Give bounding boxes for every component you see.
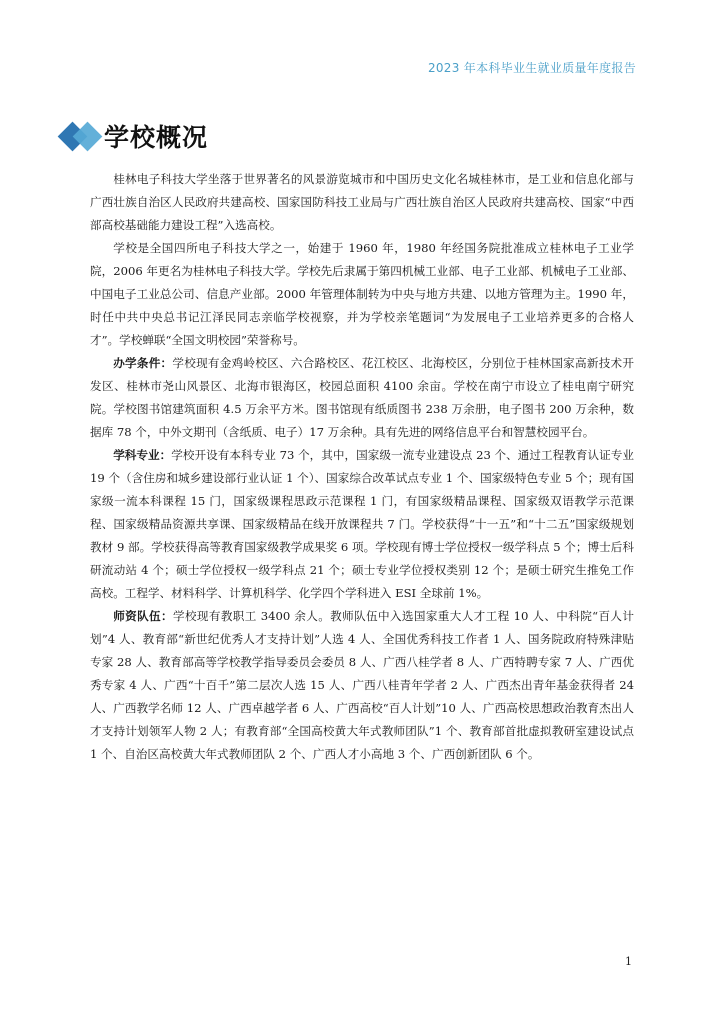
paragraph-conditions bbox=[90, 352, 634, 444]
paragraph-conditions-label: 办学条件： bbox=[113, 356, 173, 370]
page-number: 1 bbox=[625, 955, 632, 968]
paragraph-faculty-text: 学校现有教职工 3400 余人。教师队伍中入选国家重大人才工程 10 人、中科院“百人计划”4 人、教育部“新世纪优秀人才支持计划”人选 4 人、全国优秀科技工作者 1 人、国务院政府特殊津贴专家 28 人、教育部高等学校教学指导委员会委员 8 人、广西八桂学者 8 人、广西特聘专家 7 人、广西优秀专家 4 人、广西“十百千”第二层次人选 15 人、广西八桂青年学者 2 人、广西杰出青年基金获得者 24 人、广西教学名师 12 人、广西卓越学者 6 人、广西高校“百人计划”10 人、广西高校思想政治教育杰出人才支持计划领军人物 2 人；有教育部“全国高校黄大年式教师团队”1 个、教育部首批虚拟教研室建设试点 1 个、自治区高校黄大年式教师团队 2 个、广西人才小高地 3 个、广西创新团队 6 个。 bbox=[90, 609, 634, 761]
paragraph-conditions-text: 学校现有金鸡岭校区、六合路校区、花江校区、北海校区，分别位于桂林国家高新技术开发区、桂林市尧山风景区、北海市银海区，校园总面积 4100 余亩。学校在南宁市设立了桂电南宁研究院。学校图书馆建筑面积 4.5 万余平方米。图书馆现有纸质图书 238 万余册，电子图书 200 万余种，数据库 78 个，中外文期刊（含纸质、电子）17 万余种。具有先进的网络信息平台和智慧校园平台。 bbox=[90, 356, 634, 439]
body-content bbox=[90, 168, 634, 766]
diamond-icon bbox=[58, 118, 102, 154]
section-title: 学校概况 bbox=[104, 123, 209, 152]
paragraph-faculty bbox=[90, 605, 634, 766]
paragraph-history: 学校是全国四所电子科技大学之一，始建于 1960 年，1980 年经国务院批准成立桂林电子工业学院，2006 年更名为桂林电子科技大学。学校先后隶属于第四机械工业部、电子工业部、机械电子工业部、中国电子工业总公司、信息产业部。2000 年管理体制转为中央与地方共建、以地方管理为主。1990 年，时任中共中央总书记江泽民同志亲临学校视察，并为学校亲笔题词“为发展电子工业培养更多的合格人才”。学校蝉联“全国文明校园”荣誉称号。 bbox=[90, 241, 634, 347]
paragraph-disciplines-label: 学科专业： bbox=[113, 448, 172, 462]
paragraph-disciplines-text: 学校开设有本科专业 73 个，其中，国家级一流专业建设点 23 个、通过工程教育认证专业 19 个（含住房和城乡建设部行业认证 1 个）、国家综合改革试点专业 1 个、国家级特色专业 5 个；现有国家级一流本科课程 15 门，国家级课程思政示范课程 1 门，有国家级精品课程、国家级双语教学示范课程、国家级精品资源共享课、国家级精品在线开放课程共 7 门。学校获得“十一五”和“十二五”国家级规划教材 9 部。学校获得高等教育国家级教学成果奖 6 项。学校现有博士学位授权一级学科点 5 个；博士后科研流动站 4 个；硕士学位授权一级学科点 21 个；硕士专业学位授权类别 12 个；是硕士研究生推免工作高校。工程学、材料科学、计算机科学、化学四个学科进入 ESI 全球前 1%。 bbox=[90, 448, 634, 600]
paragraph-intro: 桂林电子科技大学坐落于世界著名的风景游览城市和中国历史文化名城桂林市，是工业和信息化部与广西壮族自治区人民政府共建高校、国家国防科技工业局与广西壮族自治区人民政府共建高校、国家“中西部高校基础能力建设工程”入选高校。 bbox=[90, 172, 634, 232]
paragraph-faculty-label: 师资队伍： bbox=[113, 609, 173, 623]
paragraph-disciplines bbox=[90, 444, 634, 605]
section-heading bbox=[58, 118, 208, 154]
report-header-title: 2023 年本科毕业生就业质量年度报告 bbox=[427, 61, 636, 75]
